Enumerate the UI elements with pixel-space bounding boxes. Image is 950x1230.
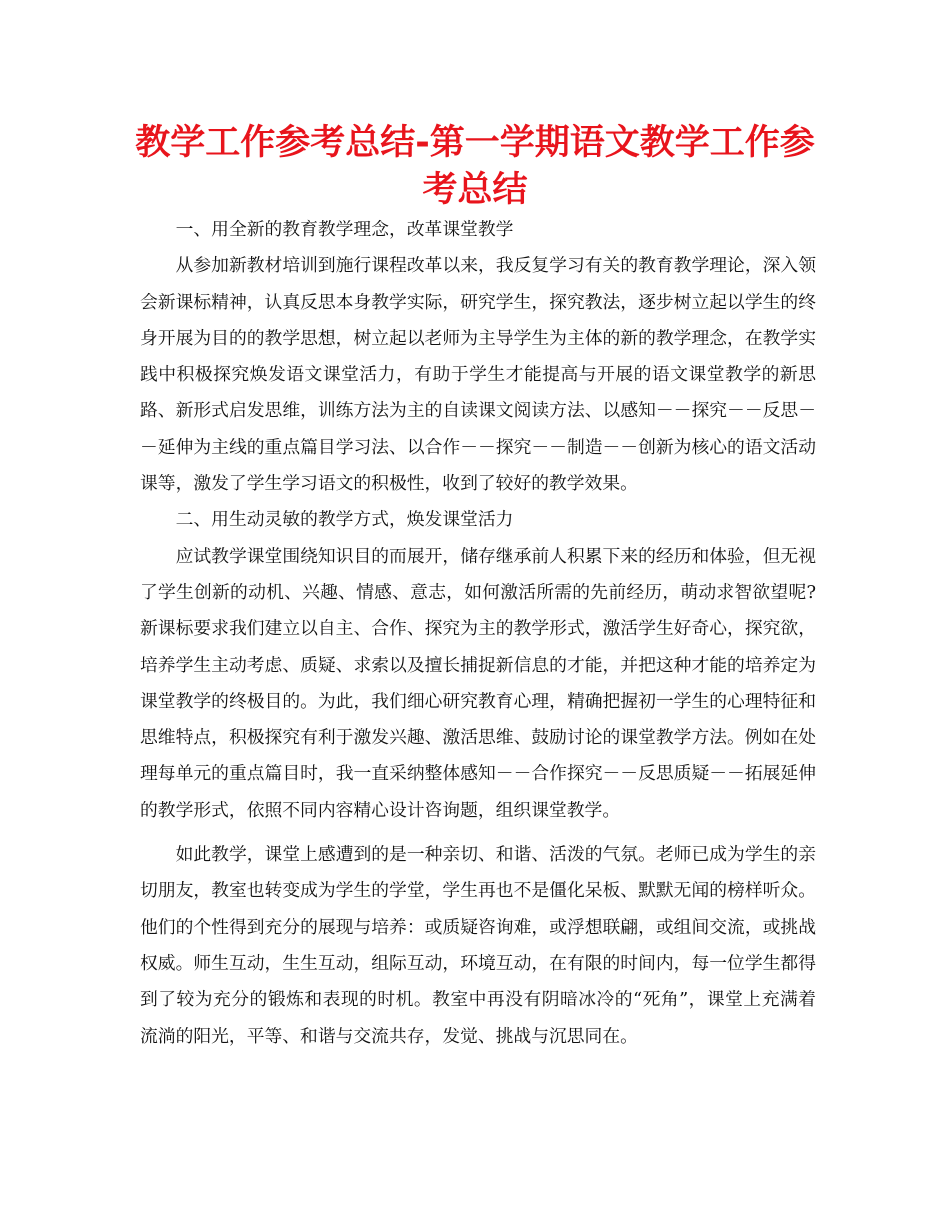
body-paragraph-1: 从参加新教材培训到施行课程改革以来，我反复学习有关的教育教学理论，深入领会新课标精神，认真反思本身教学实际，研究学生，探究教法，逐步树立起以学生的终身开展为目的的教学思想，树立起以老师为主导学生为主体的新的教学理念，在教学实践中积极探究焕发语文课堂活力，有助于学生才能提高与开展的语文课堂教学的新思路、新形式启发思维，训练方法为主的自读课文阅读方法、以感知－－探究－－反思－－延伸为主线的重点篇目学习法、以合作－－探究－－制造－－创新为核心的语文活动课等，激发了学生学习语文的积极性，收到了较好的教学效果。: [140, 255, 816, 495]
body-paragraph-2: 应试教学课堂围绕知识目的而展开，储存继承前人积累下来的经历和体验，但无视了学生创新的动机、兴趣、情感、意志，如何激活所需的先前经历，萌动求智欲望呢?新课标要求我们建立以自主、合作、探究为主的教学形式，激活学生好奇心，探究欲，培养学生主动考虑、质疑、求索以及擅长捕捉新信息的才能，并把这种才能的培养定为课堂教学的终极目的。为此，我们细心研究教育心理，精确把握初一学生的心理特征和思维特点，积极探究有利于激发兴趣、激活思维、鼓励讨论的课堂教学方法。例如在处理每单元的重点篇目时，我一直采纳整体感知－－合作探究－－反思质疑－－拓展延伸的教学形式，依照不同内容精心设计咨询题，组织课堂教学。: [140, 545, 816, 821]
section-heading-1: 一、用全新的教育教学理念，改革课堂教学: [175, 219, 514, 240]
body-paragraph-3: 如此教学，课堂上感遭到的是一种亲切、和谐、活泼的气氛。老师已成为学生的亲切朋友，教室也转变成为学生的学堂，学生再也不是僵化呆板、默默无闻的榜样听众。他们的个性得到充分的展现与培养：或质疑咨询难，或浮想联翩，或组间交流，或挑战权威。师生互动，生生互动，组际互动，环境互动，在有限的时间内，每一位学生都得到了较为充分的锻炼和表现的时机。教室中再没有阴暗冰冷的“死角”，课堂上充满着流淌的阳光，平等、和谐与交流共存，发觉、挑战与沉思同在。: [140, 844, 816, 1047]
document-title: 教学工作参考总结-第一学期语文教学工作参考总结: [135, 123, 815, 210]
section-heading-2: 二、用生动灵敏的教学方式，焕发课堂活力: [175, 509, 514, 531]
document-body: [140, 212, 816, 1055]
